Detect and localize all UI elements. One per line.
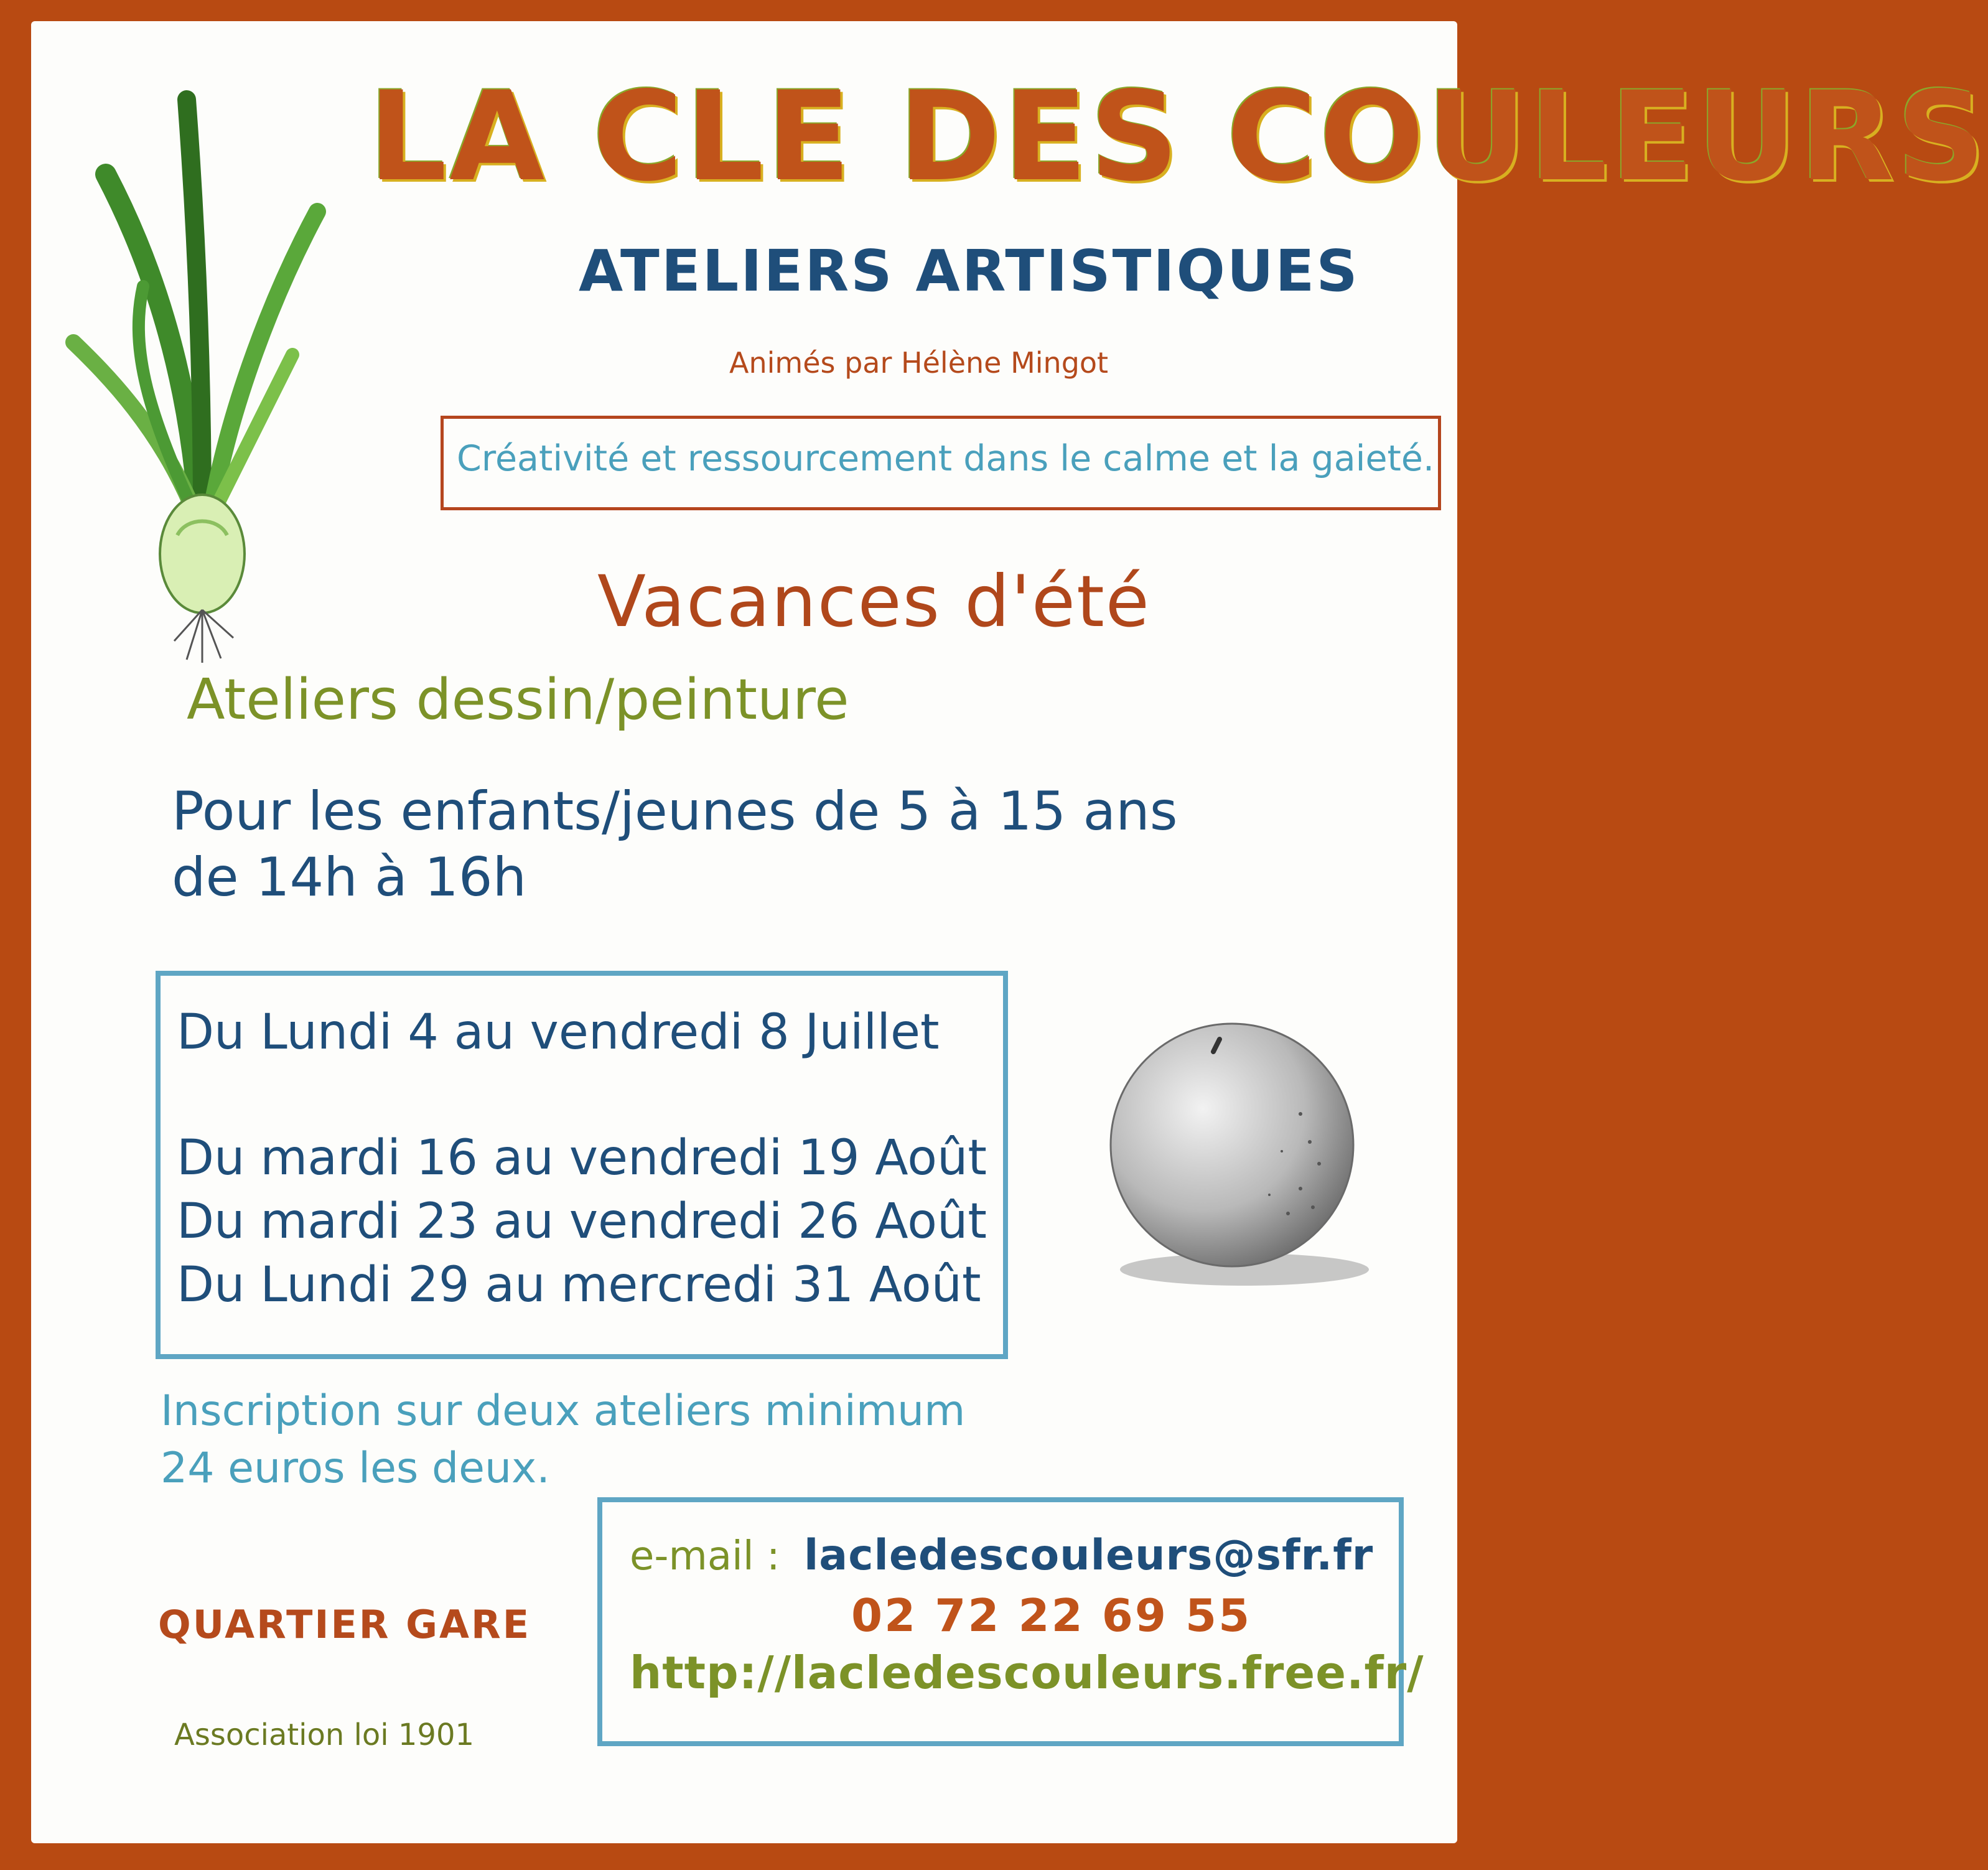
date-item: Du mardi 16 au vendredi 19 Août: [177, 1130, 987, 1186]
location-text: QUARTIER GARE: [158, 1602, 531, 1647]
motto-text: Créativité et ressourcement dans le calme et la gaieté.: [457, 438, 1435, 479]
association-text: Association loi 1901: [174, 1718, 475, 1752]
animated-by: Animés par Hélène Mingot: [729, 346, 1109, 380]
season-heading: Vacances d'été: [597, 560, 1150, 643]
website-link[interactable]: http://lacledescouleurs.free.fr/: [630, 1647, 1424, 1699]
workshop-type: Ateliers dessin/peinture: [187, 667, 849, 732]
email-link[interactable]: lacledescouleurs@sfr.fr: [804, 1531, 1374, 1580]
date-item: Du Lundi 4 au vendredi 8 Juillet: [177, 1004, 940, 1060]
date-item: Du Lundi 29 au mercredi 31 Août: [177, 1257, 981, 1313]
date-item: Du mardi 23 au vendredi 26 Août: [177, 1194, 987, 1250]
poster-title: LA CLE DES COULEURS: [368, 65, 1988, 208]
email-label: e-mail :: [630, 1533, 780, 1579]
apple-illustration: [1095, 1008, 1381, 1301]
audience-text: Pour les enfants/jeunes de 5 à 15 ans: [172, 780, 1178, 843]
phone-number: 02 72 22 69 55: [851, 1589, 1252, 1642]
registration-line: Inscription sur deux ateliers minimum: [161, 1386, 966, 1436]
hours-text: de 14h à 16h: [172, 846, 527, 909]
price-line: 24 euros les deux.: [161, 1444, 550, 1493]
leek-illustration: [68, 81, 355, 666]
poster-subtitle: ATELIERS ARTISTIQUES: [579, 238, 1360, 304]
